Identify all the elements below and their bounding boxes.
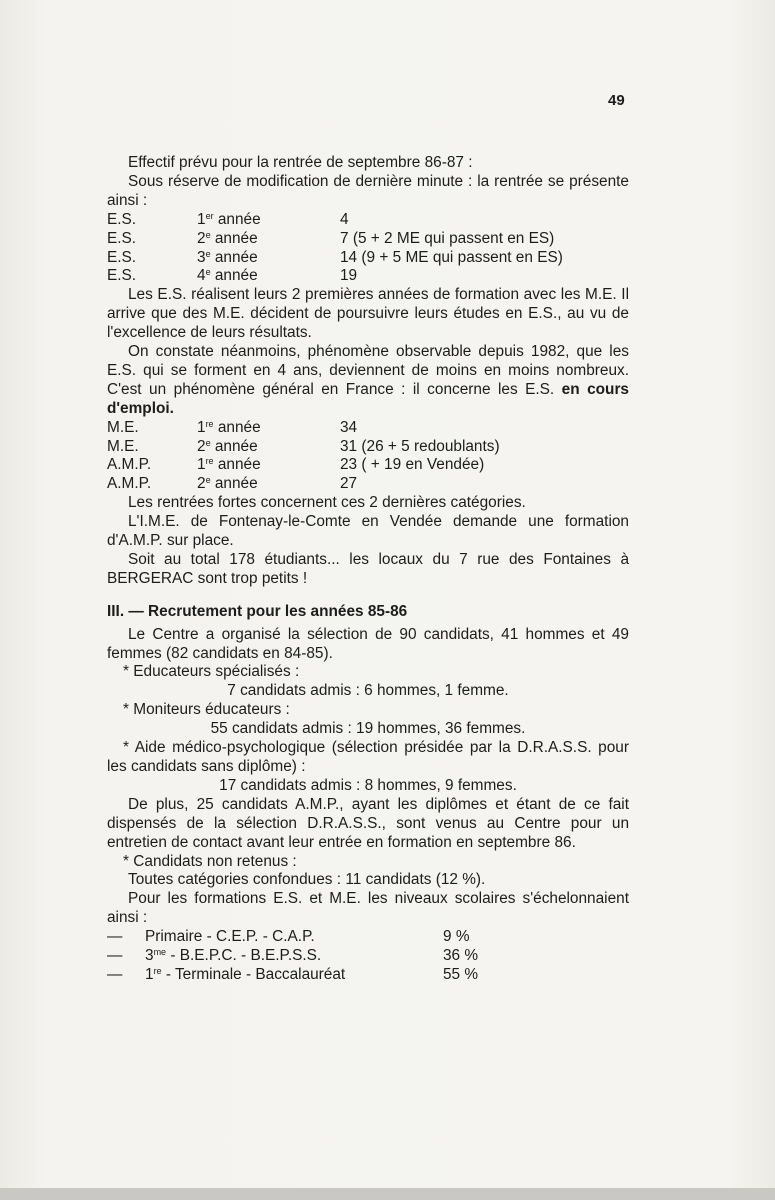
paragraph-es-me: Les E.S. réalisent leurs 2 premières années de formation avec les M.E. Il arrive que des M.E. décident de poursuivre leurs études en E.S., au vu de l'excellence de leurs résultats.	[107, 286, 629, 342]
intro-line: Effectif prévu pour la rentrée de septembre 86-87 :	[128, 154, 473, 171]
list-item: M.E. 1re année 34	[107, 418, 358, 436]
list-item: E.S. 3e année 14 (9 + 5 ME qui passent en ES)	[107, 248, 563, 266]
paragraph-total: Soit au total 178 étudiants... les locaux du 7 rue des Fontaines à BERGERAC sont trop petits !	[107, 550, 629, 587]
paragraph-rentrees: Les rentrées fortes concernent ces 2 dernières catégories.	[128, 494, 526, 512]
page-edge	[0, 1188, 775, 1200]
paragraph-de-plus: De plus, 25 candidats A.M.P., ayant les diplômes et étant de ce fait dispensés de la sélection D.R.A.S.S., sont venus au Centre pour un entretien de contact avant leur entrée en formation en septembre 86.	[107, 795, 629, 851]
list-item: M.E. 2e année 31 (26 + 5 redoublants)	[107, 437, 500, 455]
paragraph-reserve: Sous réserve de modification de dernière minute : la rentrée se présente ainsi :	[107, 172, 629, 209]
paragraph-phenomene: On constate néanmoins, phénomène observable depuis 1982, que les E.S. qui se forment en 4 ans, deviennent de moins en moins nombreux. C'est un phénomène général en France : il concerne les E.S. en cours d'emploi.	[107, 343, 629, 417]
paragraph-categories: Toutes catégories confondues : 11 candidats (12 %).	[128, 871, 486, 889]
page-body	[107, 154, 629, 985]
bullet-moniteurs: * Moniteurs éducateurs :	[123, 701, 290, 719]
me-amp-enrollment-list	[107, 419, 629, 495]
list-item: A.M.P. 1re année 23 ( + 19 en Vendée)	[107, 456, 485, 474]
paragraph-niveaux: Pour les formations E.S. et M.E. les niveaux scolaires s'échelonnaient ainsi :	[107, 890, 629, 927]
bullet-educateurs: * Educateurs spécialisés :	[123, 663, 300, 681]
result-amp: 17 candidats admis : 8 hommes, 9 femmes.	[219, 776, 517, 794]
list-item: — $3^{me} - B.E.P.C$. - B.E.P.S.S. 36 %	[107, 947, 479, 965]
result-educateurs: 7 candidats admis : 6 hommes, 1 femme.	[227, 682, 509, 700]
paragraph-selection: Le Centre a organisé la sélection de 90 candidats, 41 hommes et 49 femmes (82 candidats en 84-85).	[107, 625, 629, 662]
bold-emphasis: en cours d'emploi.	[107, 380, 629, 417]
bullet-non-retenus: * Candidats non retenus :	[123, 852, 297, 870]
section-title: III. — Recrutement pour les années 85-86	[107, 602, 408, 620]
list-item: — 1re - Terminale - Baccalauréat 55 %	[107, 965, 479, 983]
levels-list	[107, 928, 629, 985]
paragraph-ime: L'I.M.E. de Fontenay-le-Comte en Vendée demande une formation d'A.M.P. sur place.	[107, 513, 629, 549]
list-item: A.M.P. 2e année 27	[107, 475, 358, 493]
list-item: — Primaire - C.E.P. - C.A.P. 9 %	[107, 928, 470, 946]
list-item: E.S. 2e année 7 (5 + 2 ME qui passent en ES)	[107, 229, 555, 247]
result-moniteurs: 55 candidats admis : 19 hommes, 36 femmes.	[210, 720, 526, 738]
page-number: 49	[608, 92, 625, 109]
bullet-amp: * Aide médico-psychologique (sélection présidée par la D.R.A.S.S. pour les candidats sans diplôme) :	[107, 739, 629, 775]
list-item: E.S. 4e année 19	[107, 267, 358, 285]
es-enrollment-list	[107, 211, 629, 287]
list-item: E.S. 1er année 4	[107, 210, 349, 228]
